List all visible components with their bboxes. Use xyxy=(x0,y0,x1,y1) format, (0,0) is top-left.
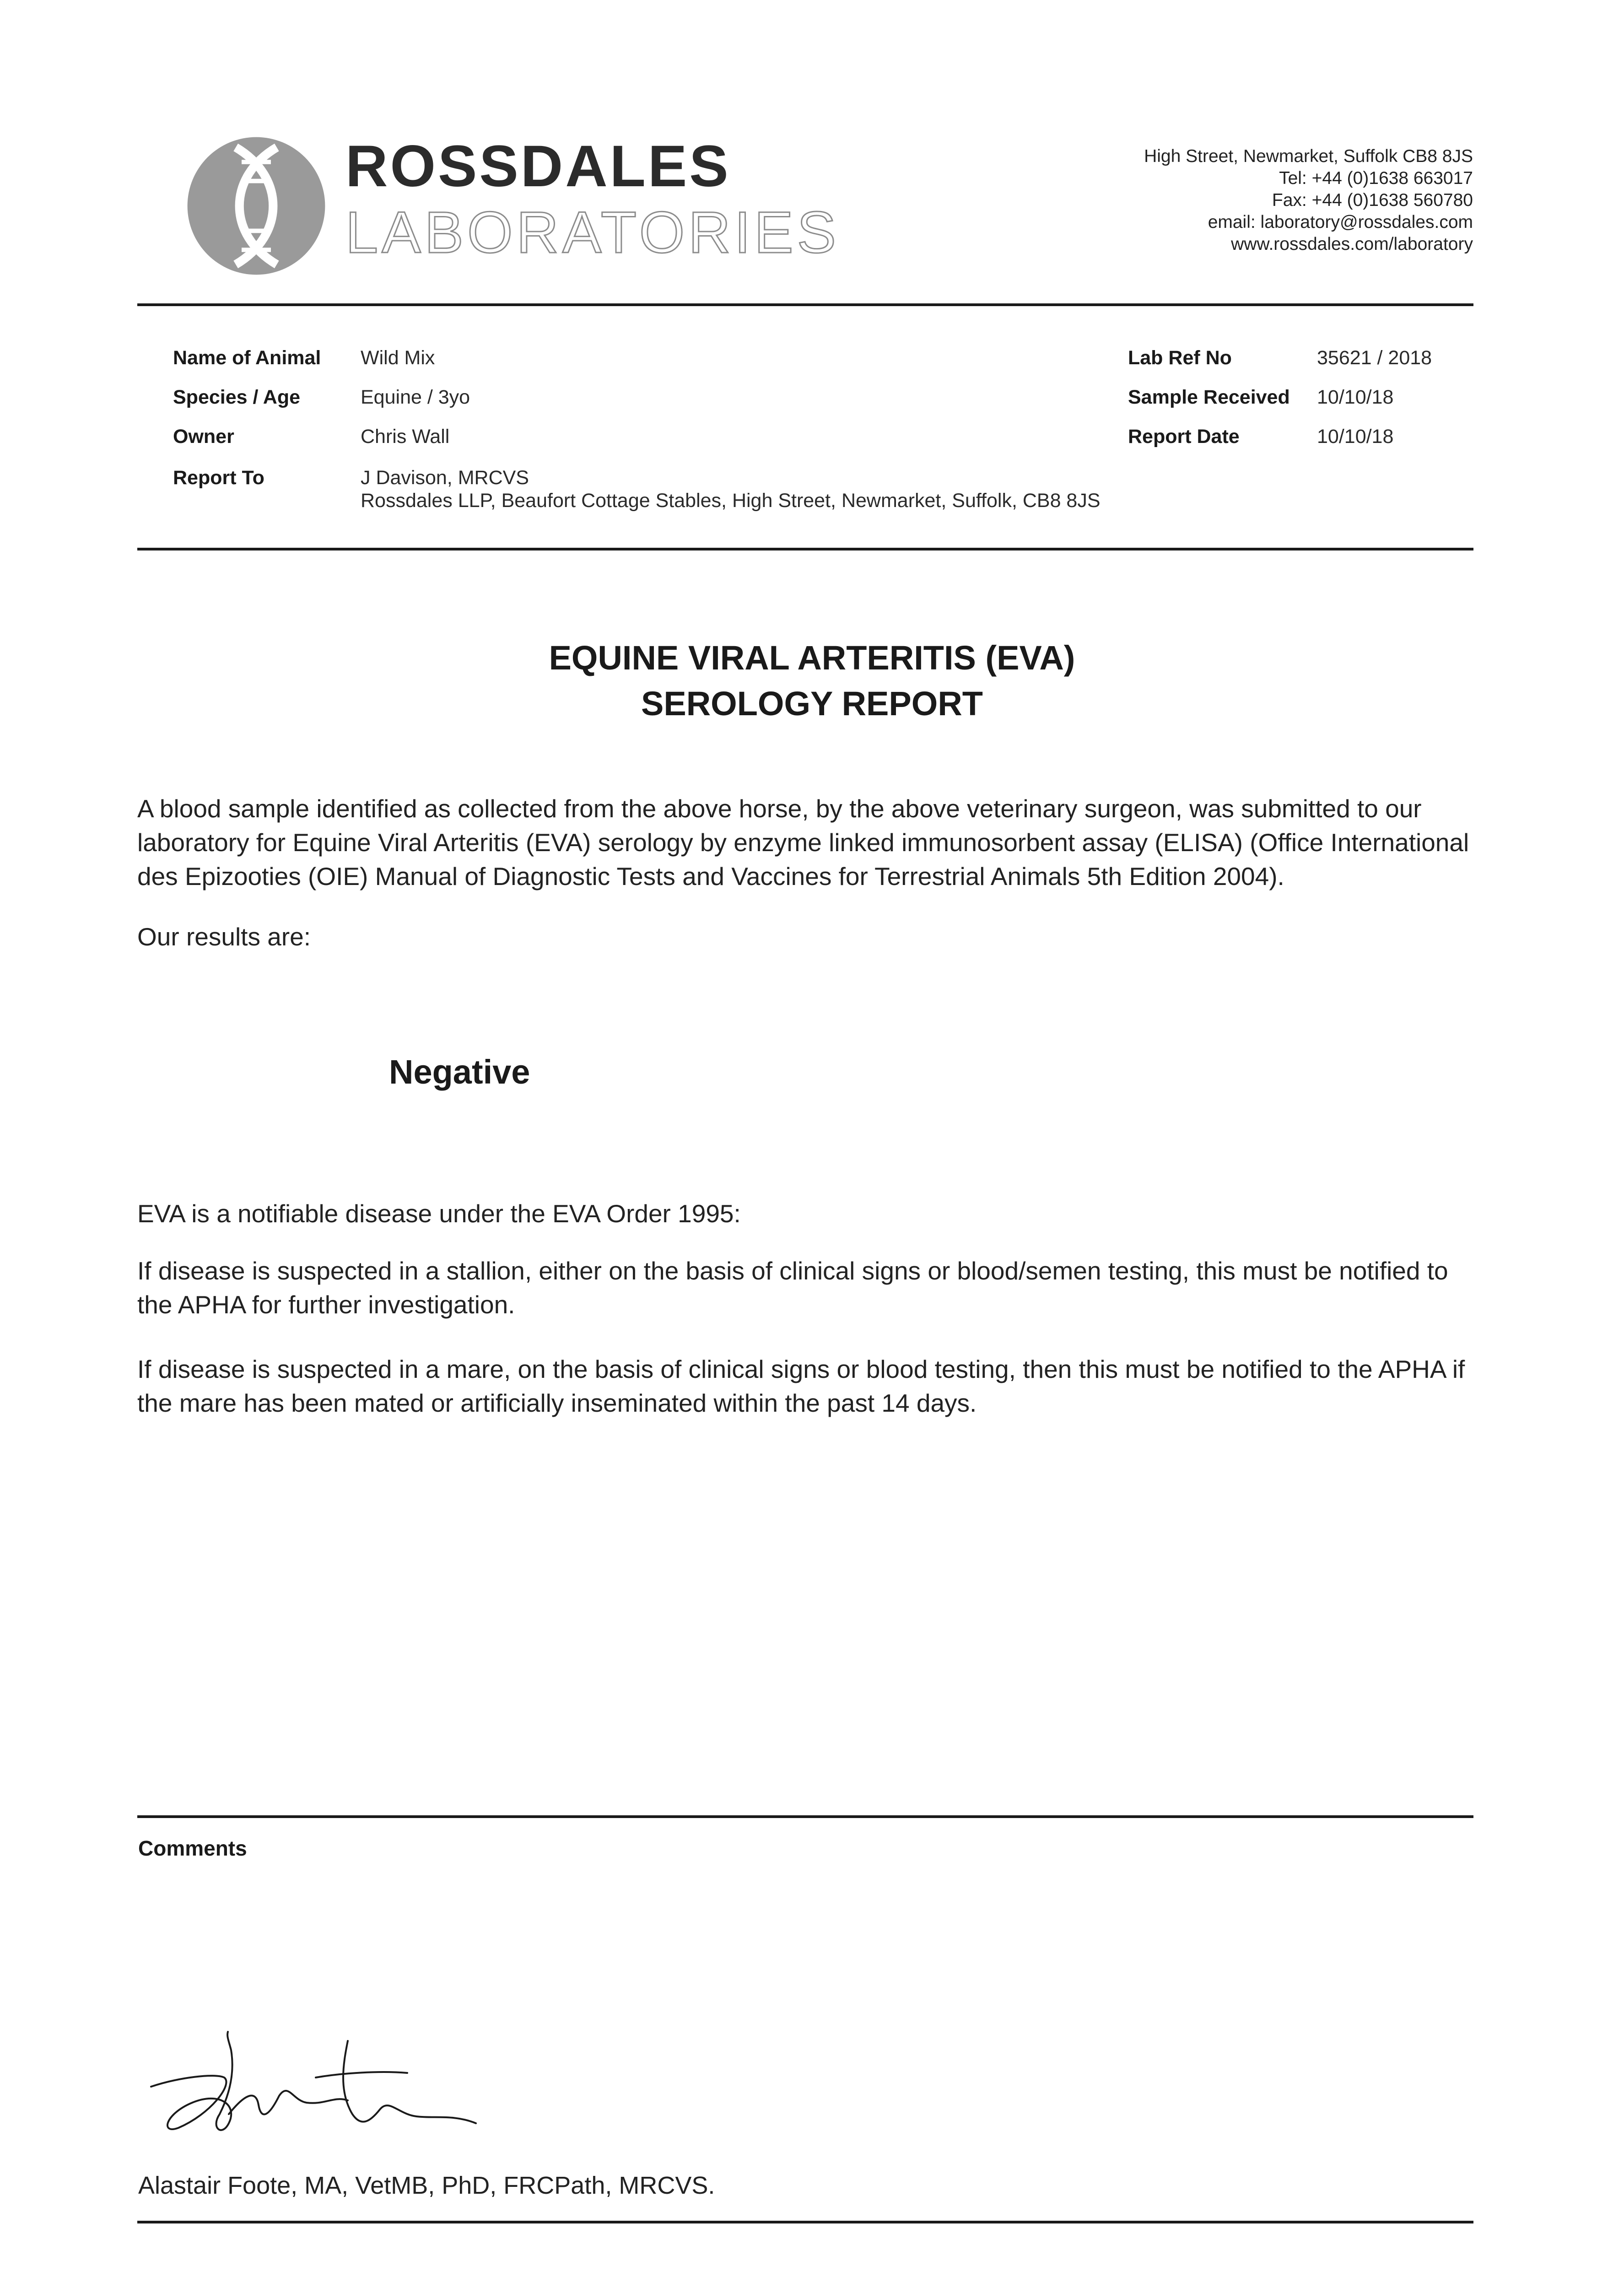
mare-notice: If disease is suspected in a mare, on the basis of clinical signs or blood testing, then this must be notified to the APHA if the mare has been mated or artificially inseminated within the past 14 days. xyxy=(137,1355,1465,1417)
report-title-line1: EQUINE VIRAL ARTERITIS (EVA) xyxy=(549,639,1075,677)
stallion-notice: If disease is suspected in a stallion, either on the basis of clinical signs or blood/semen testing, this must be notified to the APHA for further investigation. xyxy=(137,1257,1448,1319)
report-to-label: Report To xyxy=(173,467,264,489)
lab-ref-value: 35621 / 2018 xyxy=(1317,347,1432,369)
header-divider xyxy=(137,303,1473,306)
species-label: Species / Age xyxy=(173,386,301,408)
report-to-name: J Davison, MRCVS xyxy=(361,467,529,489)
brand-name: ROSSDALES xyxy=(345,134,731,199)
handwritten-signature xyxy=(142,2023,490,2155)
species-value: Equine / 3yo xyxy=(361,386,470,408)
owner-value: Chris Wall xyxy=(361,426,450,448)
brand-subtitle: LABORATORIES xyxy=(345,200,840,265)
footer-divider xyxy=(137,2221,1473,2223)
address-email: email: laboratory@rossdales.com xyxy=(1208,212,1473,232)
sample-received-label: Sample Received xyxy=(1128,386,1290,408)
report-to-address: Rossdales LLP, Beaufort Cottage Stables, High Street, Newmarket, Suffolk, CB8 8JS xyxy=(361,490,1101,512)
report-date-label: Report Date xyxy=(1128,426,1240,448)
animal-name-label: Name of Animal xyxy=(173,347,321,369)
signatory-name: Alastair Foote, MA, VetMB, PhD, FRCPath, MRCVS. xyxy=(138,2172,715,2199)
intro-paragraph: A blood sample identified as collected from the above horse, by the above veterinary surgeon, was submitted to our laboratory for Equine Viral Arteritis (EVA) serology by enzyme linked immunosorbent assay (ELISA) (Office International des Epizooties (OIE) Manual of Diagnostic Tests and Vaccines for Terrestrial Animals 5th Edition 2004). xyxy=(137,794,1469,890)
dna-helix-icon xyxy=(183,133,329,279)
report-title-line2: SEROLOGY REPORT xyxy=(641,685,983,723)
notifiable-notice: EVA is a notifiable disease under the EVA Order 1995: xyxy=(137,1199,741,1228)
address-street: High Street, Newmarket, Suffolk CB8 8JS xyxy=(1144,146,1473,166)
test-result: Negative xyxy=(389,1053,530,1091)
animal-name-value: Wild Mix xyxy=(361,347,435,369)
info-divider xyxy=(137,548,1473,550)
comments-divider xyxy=(137,1815,1473,1818)
sample-received-value: 10/10/18 xyxy=(1317,386,1394,408)
lab-address xyxy=(1144,146,1473,255)
owner-label: Owner xyxy=(173,426,234,448)
address-tel: Tel: +44 (0)1638 663017 xyxy=(1279,168,1473,188)
address-website: www.rossdales.com/laboratory xyxy=(1231,234,1473,254)
comments-label: Comments xyxy=(138,1836,247,1860)
report-title xyxy=(0,635,1624,727)
report-date-value: 10/10/18 xyxy=(1317,426,1394,448)
lab-ref-label: Lab Ref No xyxy=(1128,347,1232,369)
results-lead: Our results are: xyxy=(137,923,311,951)
address-fax: Fax: +44 (0)1638 560780 xyxy=(1272,190,1473,210)
